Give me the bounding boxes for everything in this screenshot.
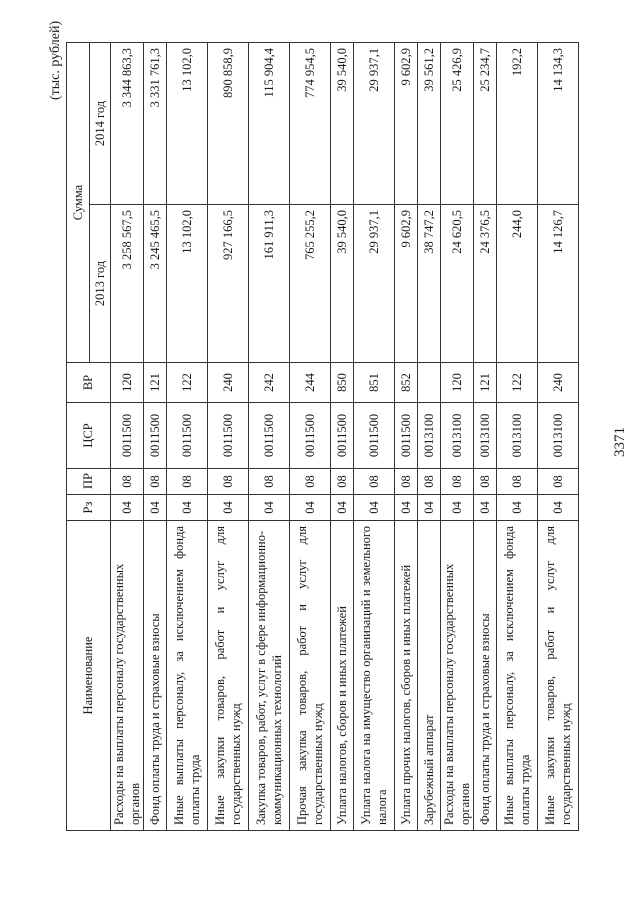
row-csr: 0011500 [167,403,208,469]
row-sum-2014: 9 602,9 [395,43,418,205]
row-name: Расходы на выплаты персоналу государственных органов [441,521,474,831]
header-sum: Сумма [67,43,90,363]
row-rz: 04 [208,495,249,521]
row-sum-2013: 927 166,5 [208,205,249,363]
row-vr [418,363,441,403]
row-sum-2013: 244,0 [497,205,538,363]
table-row [441,43,474,831]
row-csr: 0011500 [395,403,418,469]
units-label: (тыс. рублей) [48,20,63,100]
row-name: Уплата налогов, сборов и иных платежей [331,521,354,831]
row-rz: 04 [290,495,331,521]
table-row [331,43,354,831]
header-row [67,43,90,831]
header-csr: ЦСР [67,403,111,469]
row-sum-2013: 765 255,2 [290,205,331,363]
row-pr: 08 [418,469,441,495]
row-vr: 120 [111,363,144,403]
row-name: Прочая закупка товаров, работ и услуг для государственных нужд [290,521,331,831]
row-sum-2014: 25 234,7 [474,43,497,205]
table-row [354,43,395,831]
row-name: Иные закупки товаров, работ и услуг для государственных нужд [538,521,579,831]
page-number: 3371 [612,427,628,457]
header-name: Наименование [67,521,111,831]
row-rz: 04 [441,495,474,521]
row-sum-2013: 3 245 465,5 [144,205,167,363]
row-sum-2013: 3 258 567,5 [111,205,144,363]
header-year-2014: 2014 год [90,43,111,205]
row-rz: 04 [111,495,144,521]
row-vr: 122 [497,363,538,403]
row-sum-2014: 29 937,1 [354,43,395,205]
row-name: Фонд оплаты труда и страховые взносы [144,521,167,831]
table-row [208,43,249,831]
row-sum-2013: 38 747,2 [418,205,441,363]
row-sum-2014: 192,2 [497,43,538,205]
row-name: Зарубежный аппарат [418,521,441,831]
row-vr: 240 [208,363,249,403]
header-rz: Рз [67,495,111,521]
row-name: Расходы на выплаты персоналу государственных органов [111,521,144,831]
table-row [290,43,331,831]
row-rz: 04 [249,495,290,521]
row-name: Уплата налога на имущество организаций и земельного налога [354,521,395,831]
row-name: Иные закупки товаров, работ и услуг для государственных нужд [208,521,249,831]
row-vr: 122 [167,363,208,403]
table-row [538,43,579,831]
row-sum-2013: 24 620,5 [441,205,474,363]
row-sum-2013: 13 102,0 [167,205,208,363]
row-vr: 852 [395,363,418,403]
row-csr: 0011500 [354,403,395,469]
header-pr: ПР [67,469,111,495]
row-vr: 242 [249,363,290,403]
row-pr: 08 [167,469,208,495]
row-vr: 851 [354,363,395,403]
row-pr: 08 [441,469,474,495]
table-row [167,43,208,831]
table-body [111,43,579,831]
row-rz: 04 [167,495,208,521]
row-rz: 04 [418,495,441,521]
table-row [249,43,290,831]
row-pr: 08 [331,469,354,495]
row-csr: 0011500 [249,403,290,469]
row-csr: 0011500 [290,403,331,469]
row-sum-2013: 29 937,1 [354,205,395,363]
header-year-2013: 2013 год [90,205,111,363]
row-sum-2014: 39 540,0 [331,43,354,205]
row-sum-2013: 24 376,5 [474,205,497,363]
row-csr: 0011500 [144,403,167,469]
row-pr: 08 [290,469,331,495]
row-csr: 0011500 [208,403,249,469]
row-csr: 0013100 [474,403,497,469]
table-row [395,43,418,831]
row-name: Уплата прочих налогов, сборов и иных платежей [395,521,418,831]
row-pr: 08 [538,469,579,495]
row-sum-2014: 774 954,5 [290,43,331,205]
table-row [418,43,441,831]
row-sum-2014: 13 102,0 [167,43,208,205]
table-row [111,43,144,831]
row-sum-2013: 14 126,7 [538,205,579,363]
row-rz: 04 [331,495,354,521]
row-vr: 244 [290,363,331,403]
row-pr: 08 [497,469,538,495]
row-name: Иные выплаты персоналу, за исключением фонда оплаты труда [497,521,538,831]
row-pr: 08 [111,469,144,495]
row-sum-2014: 3 344 863,3 [111,43,144,205]
row-sum-2013: 161 911,3 [249,205,290,363]
row-csr: 0013100 [497,403,538,469]
row-csr: 0013100 [418,403,441,469]
row-name: Закупка товаров, работ, услуг в сфере информационно-коммуникационных технологий [249,521,290,831]
row-pr: 08 [249,469,290,495]
row-vr: 240 [538,363,579,403]
header-vr: ВР [67,363,111,403]
row-vr: 121 [144,363,167,403]
row-name: Иные выплаты персоналу, за исключением фонда оплаты труда [167,521,208,831]
row-vr: 850 [331,363,354,403]
row-pr: 08 [144,469,167,495]
row-csr: 0011500 [111,403,144,469]
row-sum-2014: 25 426,9 [441,43,474,205]
row-rz: 04 [538,495,579,521]
row-pr: 08 [395,469,418,495]
row-vr: 120 [441,363,474,403]
table-row [497,43,538,831]
row-sum-2014: 890 858,9 [208,43,249,205]
row-rz: 04 [144,495,167,521]
row-sum-2013: 39 540,0 [331,205,354,363]
row-name: Фонд оплаты труда и страховые взносы [474,521,497,831]
row-sum-2014: 14 134,3 [538,43,579,205]
row-vr: 121 [474,363,497,403]
row-rz: 04 [497,495,538,521]
row-csr: 0011500 [331,403,354,469]
row-pr: 08 [474,469,497,495]
row-sum-2013: 9 602,9 [395,205,418,363]
row-pr: 08 [354,469,395,495]
table-row [474,43,497,831]
row-rz: 04 [395,495,418,521]
row-sum-2014: 3 331 761,3 [144,43,167,205]
table-row [144,43,167,831]
row-csr: 0013100 [441,403,474,469]
row-rz: 04 [354,495,395,521]
row-pr: 08 [208,469,249,495]
row-csr: 0013100 [538,403,579,469]
row-sum-2014: 115 904,4 [249,43,290,205]
budget-table [66,42,579,831]
row-sum-2014: 39 561,2 [418,43,441,205]
row-rz: 04 [474,495,497,521]
